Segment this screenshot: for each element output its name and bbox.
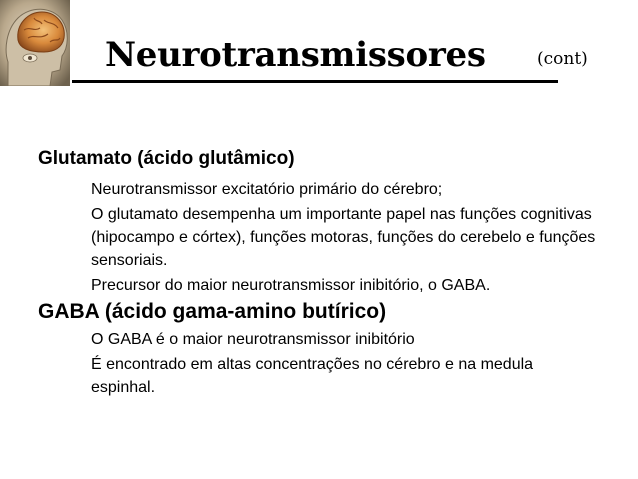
section-list-gaba	[91, 328, 598, 399]
slide-title: Neurotransmissores	[105, 35, 486, 75]
slide-title-suffix: (cont)	[537, 49, 588, 69]
title-row	[105, 34, 605, 82]
list-item: Neurotransmissor excitatório primário do cérebro;	[91, 181, 443, 198]
section-heading-gaba: GABA (ácido gama-amino butírico)	[38, 300, 387, 323]
section-list-glutamato	[91, 178, 598, 297]
title-underline	[72, 80, 558, 83]
list-item: O GABA é o maior neurotransmissor inibitório	[91, 331, 415, 348]
list-item: É encontrado em altas concentrações no cérebro e na medula espinhal.	[91, 356, 534, 396]
slide-content	[38, 147, 598, 401]
brain-head-icon	[0, 0, 70, 86]
list-item: O glutamato desempenha um importante papel nas funções cognitivas (hipocampo e córtex), funções motoras, funções do cerebelo e funções sensoriais.	[91, 206, 596, 269]
section-heading-glutamato: Glutamato (ácido glutâmico)	[38, 148, 295, 169]
list-item: Precursor do maior neurotransmissor inibitório, o GABA.	[91, 277, 491, 294]
